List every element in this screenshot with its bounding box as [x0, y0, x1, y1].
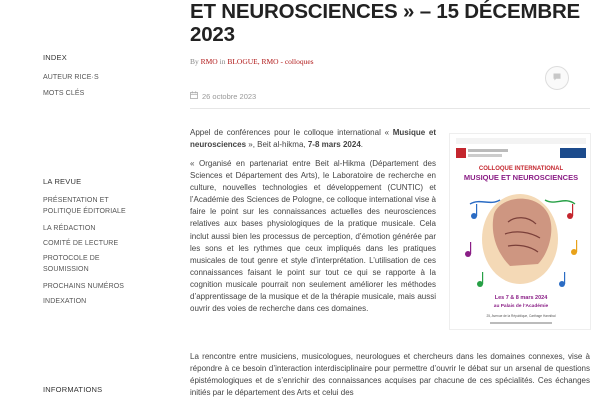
sidebar-link-mots-cles[interactable]: MOTS CLÉS: [43, 90, 85, 97]
byline-in: in: [219, 57, 226, 66]
intro-end: .: [360, 140, 364, 150]
body-paragraph-2: La rencontre entre musiciens, musicologues, neurologues et chercheurs dans les domaines connexes, vise à répondre à ce besoin d’interaction interdisciplinaire pour permettre d’ouvrir le débat sur un arsenal de questions épistémologiques et de s’enrichir des connaissances acquises par chacune de ces spécialités. Ces échanges initiés par le département des Arts et celui des: [190, 352, 590, 398]
divider: [190, 108, 590, 109]
calendar-icon: [190, 91, 198, 101]
sidebar: [43, 0, 153, 400]
intro-venue: », Beit al-hikma,: [246, 140, 308, 150]
post-content: [190, 0, 590, 400]
post-byline: [190, 57, 314, 66]
post-date: [190, 91, 256, 101]
intro-bold-title: Musique et neurosciences: [190, 128, 437, 150]
sidebar-heading-informations: INFORMATIONS: [43, 385, 103, 394]
sidebar-link-indexation[interactable]: INDEXATION: [43, 298, 87, 305]
post-title-line2: 2023: [190, 23, 235, 46]
event-poster[interactable]: [449, 133, 591, 330]
sidebar-link-redaction[interactable]: LA RÉDACTION: [43, 225, 96, 232]
sidebar-link-prochains-numeros[interactable]: PROCHAINS NUMÉROS: [43, 283, 125, 290]
poster-dates: Les 7 & 8 mars 2024: [494, 295, 548, 301]
intro-text: Appel de conférences pour le colloque international «: [190, 128, 393, 137]
intro-paragraph: [190, 127, 436, 151]
sidebar-heading-la-revue: LA REVUE: [43, 177, 82, 186]
body-paragraph-1: « Organisé en partenariat entre Beit al-Hikma (Département des Sciences et Département des Arts), le Laboratoire de recherche en culture, nouvelles technologies et développement (CUNTIC) et l’Académie des Sciences de Pologne, ce colloque international vise à faire le point sur les connaissances actuelles des neurosciences relatives aux bases physiologiques de la pratique musicale. Cela inclut aussi bien les processus de perception, d’émotion générée par les sons et les rythmes que ceux impliqués dans les pratiques musicales de tout genre et style d’interprétation. L’utilisation de ces connaissances faisant le point sur tout ce qui se rapporte à la cognition musicale pourrait non seulement améliorer les méthodes d’apprentissage de la musique et de la thérapie musicale, mais aussi ouvrir des voies de recherche dans ces domaines.: [190, 159, 436, 314]
event-poster-graphic: [450, 134, 591, 330]
byline-prefix: By: [190, 57, 199, 66]
post-title-line1: ET NEUROSCIENCES » – 15 DÉCEMBRE: [190, 0, 581, 23]
poster-venue: au Palais de l’Académie: [493, 304, 549, 309]
author-link[interactable]: RMO: [200, 57, 218, 66]
sidebar-link-comite[interactable]: COMITÉ DE LECTURE: [43, 240, 119, 247]
sidebar-link-protocole[interactable]: PROTOCOLE DE SOUMISSION: [43, 255, 100, 273]
sidebar-link-auteurs[interactable]: AUTEUR RICE·S: [43, 74, 99, 81]
intro-bold-dates: 7-8 mars 2024: [307, 140, 361, 150]
post-title: [190, 0, 590, 46]
poster-address: 25, Avenue de la République, Carthage Hannibal: [486, 314, 556, 318]
comment-button[interactable]: [545, 66, 569, 90]
comment-icon: [552, 69, 562, 87]
poster-title-line1: COLLOQUE INTERNATIONAL: [478, 166, 564, 172]
post-date-text: 26 octobre 2023: [202, 91, 257, 101]
sidebar-link-presentation[interactable]: PRÉSENTATION ET POLITIQUE ÉDITORIALE: [43, 197, 126, 215]
category-links[interactable]: BLOGUE, RMO - colloques: [227, 57, 314, 66]
poster-title-line2: MUSIQUE ET NEUROSCIENCES: [463, 173, 579, 182]
sidebar-heading-index: INDEX: [43, 53, 67, 62]
